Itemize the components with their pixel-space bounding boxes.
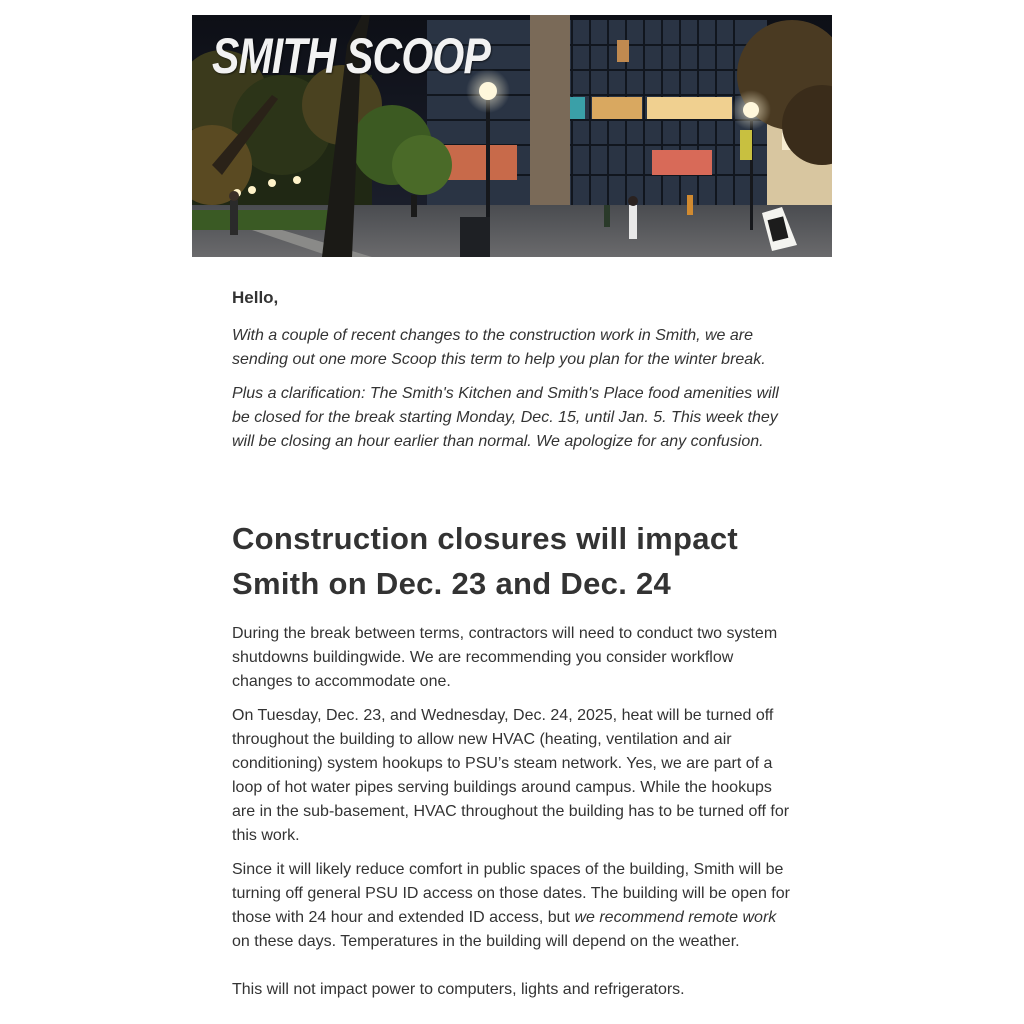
remote-work-emphasis: we recommend remote work <box>574 909 777 926</box>
intro-section <box>232 324 792 454</box>
intro-paragraph: Plus a clarification: The Smith's Kitchen and Smith's Place food amenities will be closed for the break starting Monday, Dec. 15, until Jan. 5. This week they will be closing an hour earlier than normal. We apologize for any confusion. <box>232 385 779 450</box>
article-paragraph: During the break between terms, contractors will need to conduct two system shutdowns buildingwide. We are recommending you consider workflow changes to accommodate one. <box>232 625 778 690</box>
article-paragraph: On Tuesday, Dec. 23, and Wednesday, Dec. 24, 2025, heat will be turned off throughout the building to allow new HVAC (heating, ventilation and air conditioning) system hookups to PSU’s steam network. Yes, we are part of a loop of hot water pipes serving buildings around campus. While the hookups are in the sub-basement, HVAC throughout the building has to be turned off for this work. <box>232 707 790 844</box>
intro-paragraph: With a couple of recent changes to the construction work in Smith, we are sending out one more Scoop this term to help you plan for the winter break. <box>232 327 766 368</box>
article-body <box>232 622 792 1002</box>
header-banner <box>192 15 832 257</box>
paragraph-text: on these days. Temperatures in the building will depend on the weather. <box>232 933 740 950</box>
greeting: Hello, <box>232 288 279 307</box>
article-paragraph <box>232 858 792 954</box>
paragraph-text: Since it will likely reduce comfort in public spaces of the building, Smith will be turning off general PSU ID access on those dates. The building will be open for those with 24 hour and extended ID access, but <box>232 861 790 926</box>
article-headline: Construction closures will impact Smith on Dec. 23 and Dec. 24 <box>232 521 738 601</box>
newsletter-content <box>232 286 792 1012</box>
article-paragraph: This will not impact power to computers, lights and refrigerators. <box>232 981 685 998</box>
banner-title: SMITH SCOOP <box>212 28 491 84</box>
